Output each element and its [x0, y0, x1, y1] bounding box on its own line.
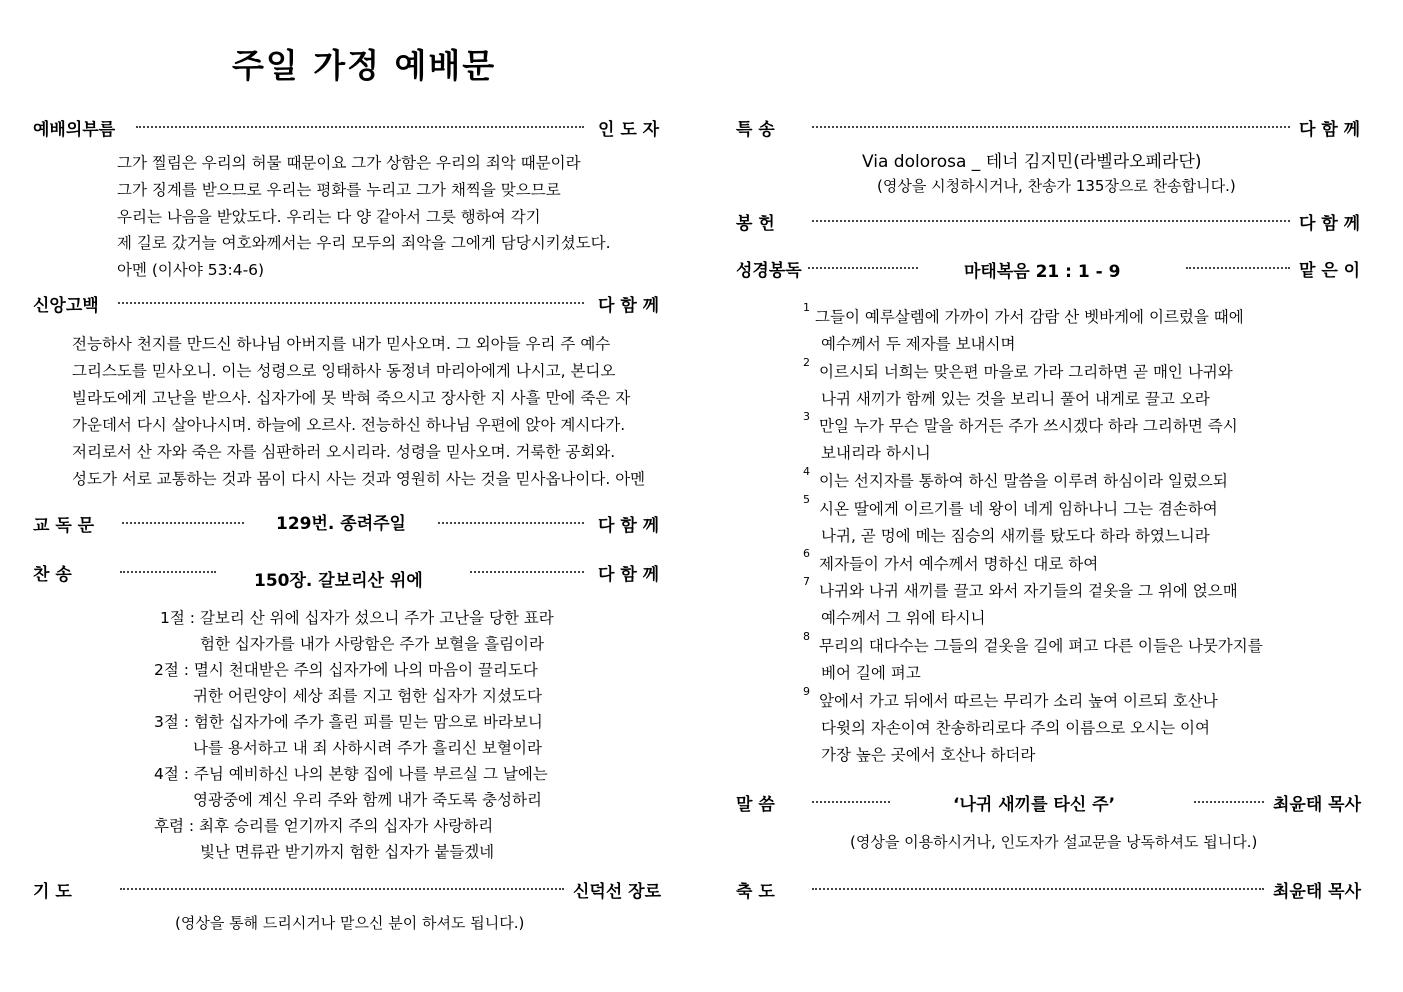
hymn-label: 찬 송 — [33, 565, 72, 585]
dot-leader — [1186, 267, 1290, 269]
offering-label: 봉 헌 — [736, 214, 775, 234]
dot-leader — [812, 801, 890, 803]
verse-number: 3 — [803, 410, 810, 423]
call-line-5: 아멘 (이사야 53:4-6) — [117, 261, 265, 279]
prayer-role: 신덕선 장로 — [573, 882, 662, 902]
special-song-title: Via dolorosa _ 테너 김지민(라벨라오페라단) — [862, 152, 1202, 172]
verse-number: 2 — [803, 356, 810, 369]
creed-line-5: 저리로서 산 자와 죽은 자를 심판하러 오시리라. 성령을 믿사오며. 거룩한 공회와. — [72, 443, 616, 461]
hymn-line: 2절 : 멸시 천대받은 주의 십자가에 나의 마음이 끌리도다 — [154, 661, 538, 679]
page-title: 주일 가정 예배문 — [232, 46, 497, 85]
call-line-2: 그가 징계를 받으므로 우리는 평화를 누리고 그가 채찍을 맞으므로 — [117, 181, 561, 199]
verse-line: 이르시되 너희는 맞은편 마을로 가라 그리하면 곧 매인 나귀와 — [819, 363, 1233, 381]
call-to-worship-role: 인 도 자 — [598, 120, 660, 140]
verse-line: 나귀, 곧 멍에 메는 짐승의 새끼를 탔도다 하라 하였느니라 — [821, 527, 1210, 545]
responsive-reading-title: 129번. 종려주일 — [276, 514, 406, 534]
verse-line: 시온 딸에게 이르기를 네 왕이 네게 임하나니 그는 겸손하여 — [819, 500, 1218, 518]
benediction-role: 최윤태 목사 — [1273, 882, 1362, 902]
hymn-line: 빛난 면류관 받기까지 험한 십자가 붙들겠네 — [200, 843, 495, 861]
creed-line-3: 빌라도에게 고난을 받으사. 십자가에 못 박혀 죽으시고 장사한 지 사흘 만에 죽은 자 — [72, 389, 631, 407]
verse-line: 예수께서 두 제자를 보내시며 — [821, 335, 1016, 353]
verse-line: 나귀와 나귀 새끼를 끌고 와서 자기들의 겉옷을 그 위에 얹으매 — [819, 582, 1238, 600]
special-song-note: (영상을 시청하시거나, 찬송가 135장으로 찬송합니다.) — [877, 177, 1236, 195]
dot-leader — [808, 267, 918, 269]
hymn-line: 험한 십자가를 내가 사랑함은 주가 보혈을 흘림이라 — [200, 635, 544, 653]
creed-label: 신앙고백 — [33, 296, 99, 316]
verse-number: 5 — [803, 493, 810, 506]
benediction-label: 축 도 — [736, 882, 775, 902]
dot-leader — [470, 571, 584, 573]
dot-leader — [1194, 801, 1264, 803]
hymn-line: 나를 용서하고 내 죄 사하시려 주가 흘리신 보혈이라 — [193, 739, 542, 757]
call-line-4: 제 길로 갔거늘 여호와께서는 우리 모두의 죄악을 그에게 담당시키셨도다. — [117, 234, 611, 252]
hymn-line: 1절 : 갈보리 산 위에 십자가 섰으니 주가 고난을 당한 표라 — [160, 609, 554, 627]
dot-leader — [812, 126, 1290, 128]
hymn-line: 3절 : 험한 십자가에 주가 흘린 피를 믿는 맘으로 바라보니 — [154, 713, 543, 731]
creed-line-4: 가운데서 다시 살아나시며. 하늘에 오르사. 전능하신 하나님 우편에 앉아 계시다가. — [72, 416, 626, 434]
prayer-label: 기 도 — [33, 882, 72, 902]
verse-number: 4 — [803, 465, 810, 478]
dot-leader — [118, 302, 584, 304]
verse-number: 9 — [803, 685, 810, 698]
dot-leader — [438, 522, 584, 524]
call-line-1: 그가 찔림은 우리의 허물 때문이요 그가 상함은 우리의 죄악 때문이라 — [117, 154, 581, 172]
call-to-worship-label: 예배의부름 — [33, 120, 116, 140]
verse-number: 7 — [803, 575, 810, 588]
dot-leader — [120, 571, 216, 573]
creed-role: 다 함 께 — [598, 296, 660, 316]
dot-leader — [812, 220, 1290, 222]
dot-leader — [120, 888, 564, 890]
verse-line: 보내리라 하시니 — [821, 444, 931, 462]
offering-role: 다 함 께 — [1299, 214, 1361, 234]
verse-line: 가장 높은 곳에서 호산나 하더라 — [821, 746, 1036, 764]
prayer-note: (영상을 통해 드리시거나 맡으신 분이 하셔도 됩니다.) — [175, 914, 525, 932]
hymn-line: 4절 : 주님 예비하신 나의 본향 집에 나를 부르실 그 날에는 — [154, 765, 548, 783]
call-line-3: 우리는 나음을 받았도다. 우리는 다 양 같아서 그릇 행하여 각기 — [117, 208, 541, 226]
scripture-label: 성경봉독 — [736, 261, 802, 281]
sermon-title: ‘나귀 새끼를 타신 주’ — [953, 795, 1116, 815]
verse-line: 나귀 새끼가 함께 있는 것을 보리니 풀어 내게로 끌고 오라 — [821, 390, 1210, 408]
verse-number: 6 — [803, 547, 810, 560]
creed-line-6: 성도가 서로 교통하는 것과 몸이 다시 사는 것과 영원히 사는 것을 믿사옵나이다. 아멘 — [72, 470, 646, 488]
creed-line-2: 그리스도를 믿사오니. 이는 성령으로 잉태하사 동정녀 마리아에게 나시고, 본디오 — [72, 362, 616, 380]
verse-line: 다윗의 자손이여 찬송하리로다 주의 이름으로 오시는 이여 — [821, 719, 1210, 737]
sermon-label: 말 씀 — [736, 795, 775, 815]
verse-line: 예수께서 그 위에 타시니 — [821, 609, 986, 627]
verse-line: 만일 누가 무슨 말을 하거든 주가 쓰시겠다 하라 그리하면 즉시 — [819, 417, 1238, 435]
special-song-role: 다 함 께 — [1299, 120, 1361, 140]
responsive-reading-label: 교 독 문 — [33, 516, 95, 536]
dot-leader — [122, 522, 244, 524]
creed-line-1: 전능하사 천지를 만드신 하나님 아버지를 내가 믿사오며. 그 외아들 우리 주 예수 — [72, 335, 611, 353]
verse-line: 이는 선지자를 통하여 하신 말씀을 이루려 하심이라 일렀으되 — [819, 472, 1228, 490]
verse-line: 앞에서 가고 뒤에서 따르는 무리가 소리 높여 이르되 호산나 — [819, 692, 1218, 710]
hymn-title: 150장. 갈보리산 위에 — [254, 571, 423, 591]
dot-leader — [136, 126, 584, 128]
responsive-reading-role: 다 함 께 — [598, 516, 660, 536]
dot-leader — [812, 888, 1264, 890]
special-song-label: 특 송 — [736, 120, 775, 140]
scripture-role: 맡 은 이 — [1299, 261, 1361, 281]
verse-number: 1 — [803, 301, 810, 314]
sermon-note: (영상을 이용하시거나, 인도자가 설교문을 낭독하셔도 됩니다.) — [850, 833, 1258, 851]
verse-line: 제자들이 가서 예수께서 명하신 대로 하여 — [819, 555, 1099, 573]
hymn-line: 영광중에 계신 우리 주와 함께 내가 죽도록 충성하리 — [193, 791, 542, 809]
verse-number: 8 — [803, 630, 810, 643]
hymn-role: 다 함 께 — [598, 565, 660, 585]
hymn-line: 후렴 : 최후 승리를 얻기까지 주의 십자가 사랑하리 — [154, 817, 494, 835]
verse-line: 그들이 예루살렘에 가까이 가서 감람 산 벳바게에 이르렀을 때에 — [815, 308, 1244, 326]
scripture-reference: 마태복음 21 : 1 - 9 — [964, 262, 1121, 282]
sermon-role: 최윤태 목사 — [1273, 795, 1362, 815]
verse-line: 무리의 대다수는 그들의 겉옷을 길에 펴고 다른 이들은 나뭇가지를 — [819, 637, 1263, 655]
hymn-line: 귀한 어린양이 세상 죄를 지고 험한 십자가 지셨도다 — [193, 687, 542, 705]
verse-line: 베어 길에 펴고 — [821, 664, 921, 682]
